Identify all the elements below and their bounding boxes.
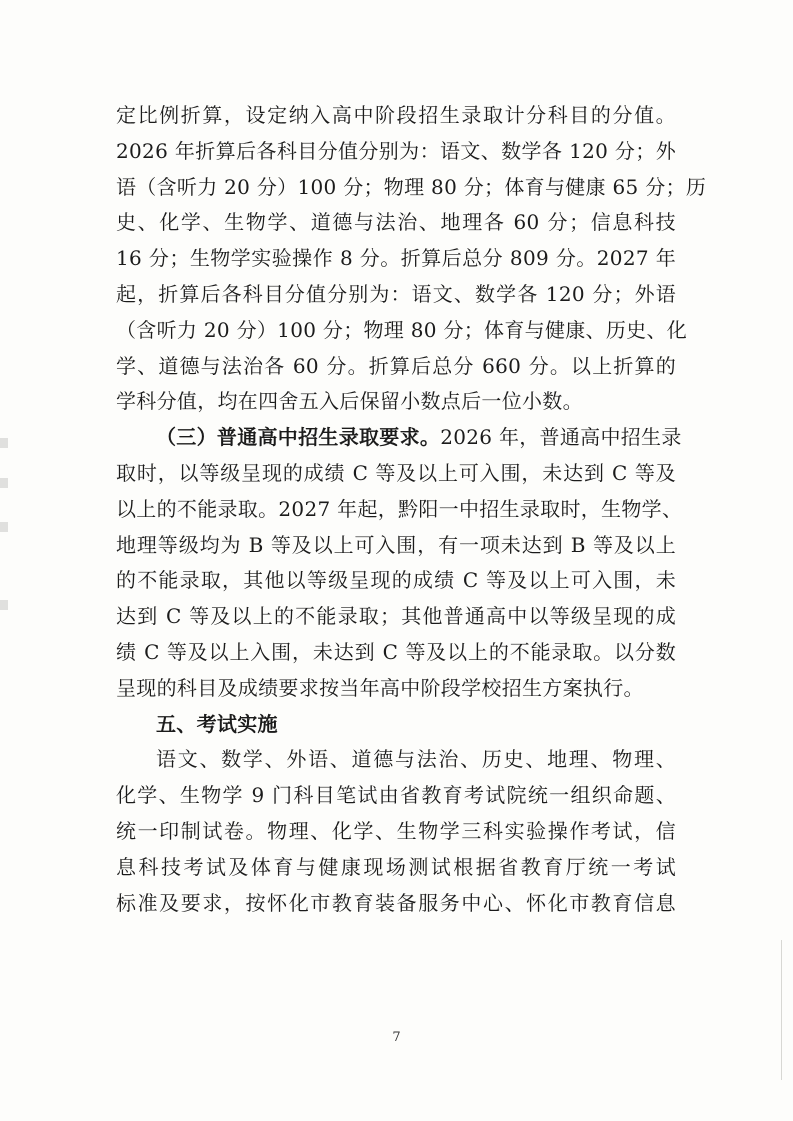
section-3-first-text: 2026 年，普通高中招生录 bbox=[440, 425, 682, 450]
section-3-first-line bbox=[116, 420, 682, 456]
section-3-title: （三）普通高中招生录取要求。 bbox=[156, 425, 441, 450]
page-number: 7 bbox=[392, 1030, 401, 1045]
text-line: 息科技考试及体育与健康现场测试根据省教育厅统一考试 bbox=[116, 854, 676, 879]
text-line: 标准及要求，按怀化市教育装备服务中心、怀化市教育信息 bbox=[116, 890, 676, 915]
text-line: （含听力 20 分）100 分；物理 80 分；体育与健康、历史、化 bbox=[116, 317, 688, 342]
text-line: 取时，以等级呈现的成绩 C 等及以上可入围，未达到 C 等及 bbox=[116, 460, 676, 485]
text-line: 语文、数学、外语、道德与法治、历史、地理、物理、 bbox=[156, 747, 676, 772]
text-line: 定比例折算，设定纳入高中阶段招生录取计分科目的分值。 bbox=[116, 103, 676, 127]
text-line: 学、道德与法治各 60 分。折算后总分 660 分。以上折算的 bbox=[116, 353, 676, 378]
scan-artifact bbox=[0, 478, 8, 488]
scan-edge-line bbox=[781, 940, 782, 1080]
text-line: 学科分值，均在四舍五入后保留小数点后一位小数。 bbox=[116, 389, 583, 414]
scan-artifact bbox=[0, 522, 8, 532]
text-line: 化学、生物学 9 门科目笔试由省教育考试院统一组织命题、 bbox=[116, 783, 676, 808]
scan-artifact bbox=[0, 600, 8, 610]
scan-artifact bbox=[0, 438, 8, 448]
text-line: 2026 年折算后各科目分值分别为：语文、数学各 120 分；外 bbox=[116, 138, 676, 163]
body-text bbox=[116, 98, 707, 921]
text-line: 呈现的科目及成绩要求按当年高中阶段学校招生方案执行。 bbox=[116, 675, 644, 700]
text-line: 绩 C 等及以上入围，未达到 C 等及以上的不能录取。以分数 bbox=[116, 639, 676, 664]
text-line: 以上的不能录取。2027 年起，黔阳一中招生录取时，生物学、 bbox=[116, 496, 683, 521]
text-line: 16 分；生物学实验操作 8 分。折算后总分 809 分。2027 年 bbox=[116, 246, 676, 271]
text-line: 地理等级均为 B 等及以上可入围，有一项未达到 B 等及以上 bbox=[116, 532, 676, 557]
text-line: 的不能录取，其他以等级呈现的成绩 C 等及以上可入围，未 bbox=[116, 568, 676, 593]
text-line: 达到 C 等及以上的不能录取；其他普通高中以等级呈现的成 bbox=[116, 604, 676, 629]
text-line: 起，折算后各科目分值分别为：语文、数学各 120 分；外语 bbox=[116, 281, 676, 306]
section-5-heading: 五、考试实施 bbox=[156, 711, 278, 736]
text-line: 统一印制试卷。物理、化学、生物学三科实验操作考试，信 bbox=[116, 818, 676, 843]
text-line: 史、化学、生物学、道德与法治、地理各 60 分；信息科技 bbox=[116, 210, 676, 235]
text-line: 语（含听力 20 分）100 分；物理 80 分；体育与健康 65 分；历 bbox=[116, 174, 707, 199]
